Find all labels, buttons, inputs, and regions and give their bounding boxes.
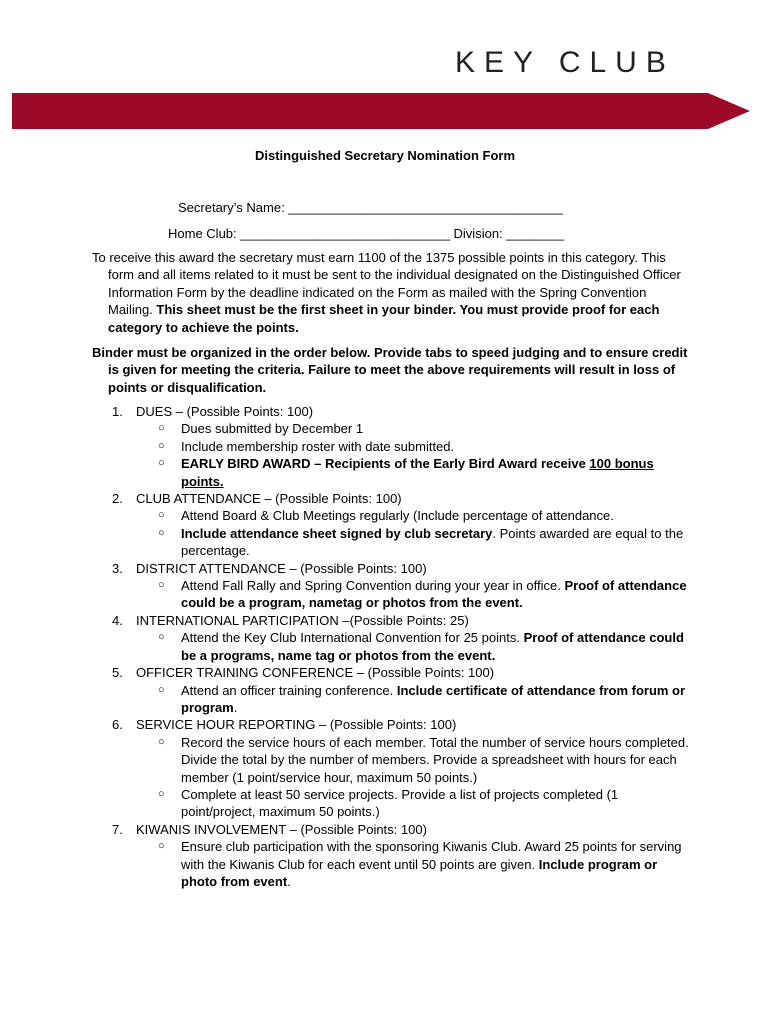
item-sub-point xyxy=(112,507,692,524)
criteria-item xyxy=(112,612,692,664)
sub-point-after: . xyxy=(233,699,238,715)
circle-bullet-icon: ○ xyxy=(158,439,165,452)
sub-point-bold: Proof of attendance could be a program, nametag or photos from the event. xyxy=(181,578,687,611)
item-heading: DUES – (Possible Points: 100) xyxy=(136,404,314,419)
item-heading: CLUB ATTENDANCE – (Possible Points: 100) xyxy=(136,491,402,507)
item-number: 1. xyxy=(112,404,123,419)
sub-point-text: Attend an officer training conference. xyxy=(181,682,397,698)
criteria-item xyxy=(112,490,692,560)
sub-point-text: Attend the Key Club International Convention for 25 points. xyxy=(181,630,524,646)
sub-point-bold: Include program or photo from event xyxy=(181,856,658,889)
item-number: 4. xyxy=(112,612,123,628)
item-sub-point xyxy=(112,455,692,490)
sub-point-bold: EARLY BIRD AWARD – Recipients of the Early Bird Award receive xyxy=(181,456,590,472)
criteria-item xyxy=(112,821,692,891)
sub-point-text: Complete at least 50 service projects. Provide a list of projects completed (1 point/project, maximum 50 points.) xyxy=(181,786,619,820)
sub-point-underline: 100 bonus points. xyxy=(181,456,654,489)
sub-point-text: Include membership roster with date submitted. xyxy=(181,438,455,454)
sub-point-after: . xyxy=(287,873,291,889)
item-number: 2. xyxy=(112,491,123,507)
circle-bullet-icon: ○ xyxy=(158,457,165,470)
item-number: 6. xyxy=(112,717,123,733)
sub-point-text: Attend Board & Club Meetings regularly (Include percentage of attendance. xyxy=(181,508,614,524)
criteria-list xyxy=(112,403,692,890)
item-sub-point xyxy=(112,786,692,821)
item-sub-point xyxy=(112,734,692,786)
secretary-name-field: Secretary’s Name: ______________________________________ xyxy=(178,200,564,215)
criteria-item xyxy=(112,716,692,820)
circle-bullet-icon: ○ xyxy=(158,422,165,435)
circle-bullet-icon: ○ xyxy=(158,787,165,800)
item-sub-point xyxy=(112,577,692,612)
item-sub-point xyxy=(112,420,692,437)
sub-point-text: Dues submitted by December 1 xyxy=(181,421,364,437)
circle-bullet-icon: ○ xyxy=(158,509,165,522)
item-sub-point xyxy=(112,838,692,890)
circle-bullet-icon: ○ xyxy=(158,735,165,748)
criteria-item xyxy=(112,403,692,490)
item-sub-point xyxy=(112,525,692,560)
sub-point-text: Attend Fall Rally and Spring Convention during your year in office. xyxy=(181,578,565,594)
header-banner xyxy=(12,93,750,129)
circle-bullet-icon: ○ xyxy=(158,579,165,592)
item-sub-point xyxy=(112,682,692,717)
circle-bullet-icon: ○ xyxy=(158,840,165,853)
criteria-item xyxy=(112,560,692,612)
item-heading: INTERNATIONAL PARTICIPATION –(Possible Points: 25) xyxy=(136,612,469,628)
circle-bullet-icon: ○ xyxy=(158,631,165,644)
item-heading: OFFICER TRAINING CONFERENCE – (Possible Points: 100) xyxy=(136,665,495,681)
item-number: 7. xyxy=(112,821,123,837)
circle-bullet-icon: ○ xyxy=(158,526,165,539)
item-number: 5. xyxy=(112,665,123,681)
item-sub-point xyxy=(112,629,692,664)
item-heading: KIWANIS INVOLVEMENT – (Possible Points: 100) xyxy=(136,821,427,837)
intro-text: To receive this award the secretary must earn 1100 of the 1375 possible points in this category. This form and all items related to it must be sent to the individual designated on the Distinguished Officer Information Form by the deadline indicated on the Form as mailed with the Spring Convention Mailing. xyxy=(92,250,681,318)
brand-logo-text: KEY CLUB xyxy=(455,46,675,79)
sub-point-bold: Include attendance sheet signed by club secretary xyxy=(181,525,493,541)
binder-note: Binder must be organized in the order below. Provide tabs to speed judging and to ensure credit is given for meeting the criteria. Failure to meet the above requirements will result in loss of points or disqualification. xyxy=(92,345,688,395)
form-title: Distinguished Secretary Nomination Form xyxy=(254,148,516,163)
item-heading: SERVICE HOUR REPORTING – (Possible Points: 100) xyxy=(136,717,457,733)
circle-bullet-icon: ○ xyxy=(158,683,165,696)
home-club-division-field: Home Club: _____________________________ Division: ________ xyxy=(168,226,565,241)
sub-point-bold: Proof of attendance could be a programs, name tag or photos from the event. xyxy=(181,630,684,663)
sub-point-after: . Points awarded are equal to the percentage. xyxy=(181,525,684,559)
intro-paragraph xyxy=(92,249,692,336)
item-heading: DISTRICT ATTENDANCE – (Possible Points: 100) xyxy=(136,560,427,576)
sub-point-text: Ensure club participation with the sponsoring Kiwanis Club. Award 25 points for serving with the Kiwanis Club for each event until 50 points are given. xyxy=(181,839,682,872)
item-number: 3. xyxy=(112,560,123,576)
item-sub-point xyxy=(112,438,692,455)
banner-arrow-shape xyxy=(12,93,750,129)
criteria-item xyxy=(112,664,692,716)
sub-point-text: Record the service hours of each member. Total the number of service hours completed. Divide the total by the number of members. Provide a spreadsheet with hours for each member (1 point/service hour, maximum 50 points.) xyxy=(181,734,689,785)
sub-point-bold: Include certificate of attendance from forum or program xyxy=(181,682,686,715)
intro-bold-text: This sheet must be the first sheet in your binder. You must provide proof for each category to achieve the points. xyxy=(108,302,660,335)
